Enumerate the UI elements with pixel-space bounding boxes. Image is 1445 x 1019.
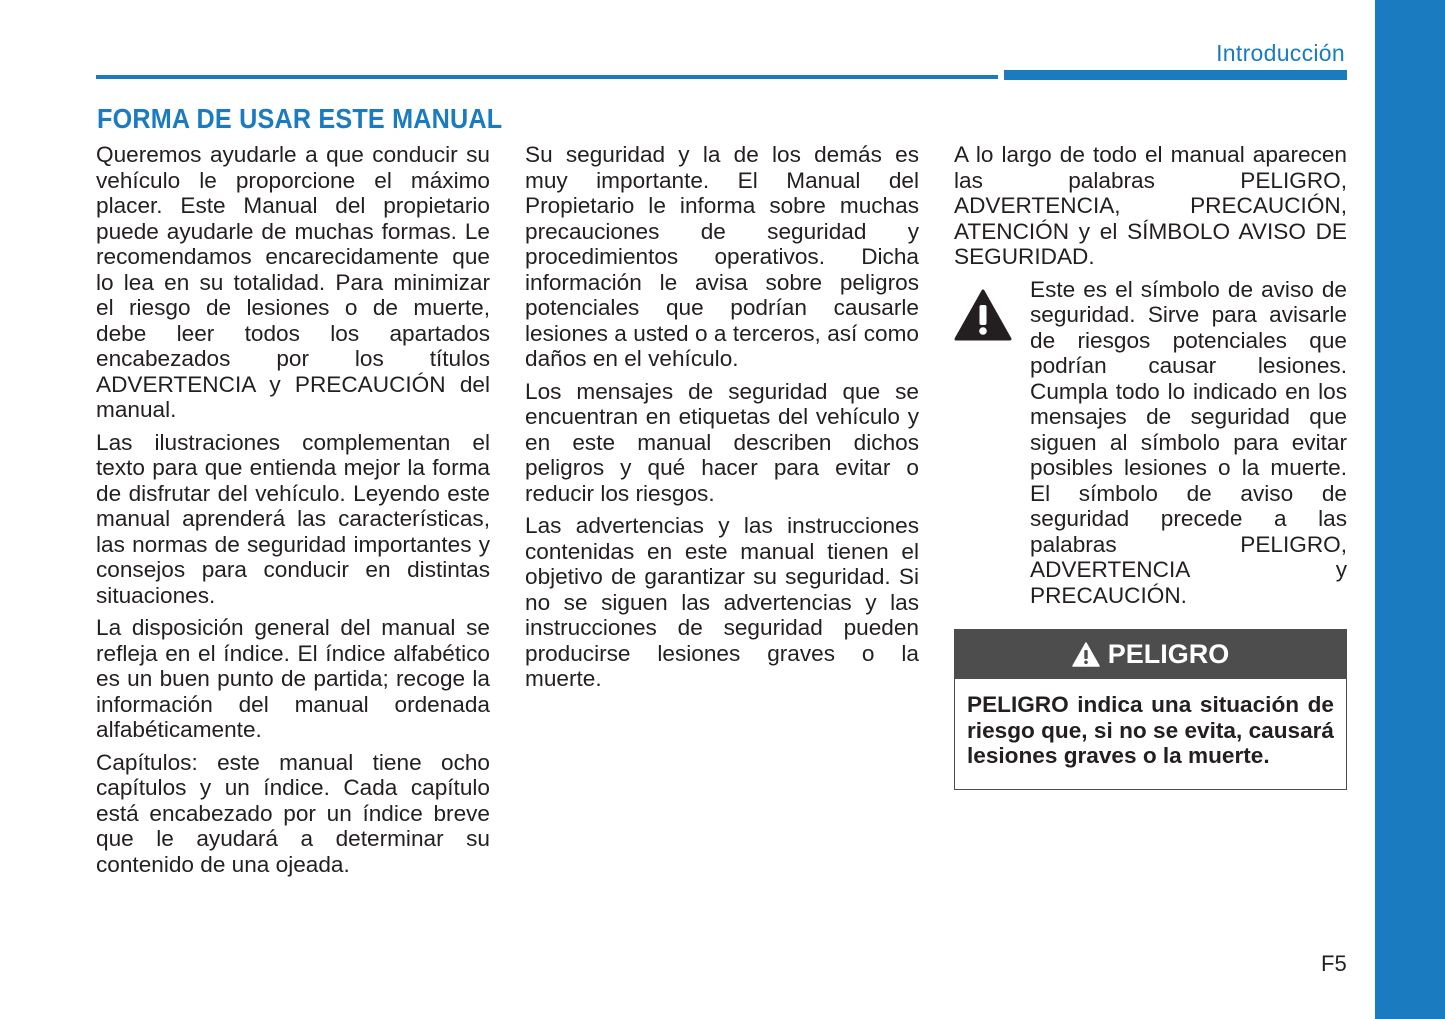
- paragraph-intro: Queremos ayudarle a que conducir su vehículo le proporcione el máximo placer. Este Manual del propietario puede ayudarle de muchas formas. Le recomendamos encarecidamente que lo lea en su totalidad. Para minimizar el riesgo de lesiones o de muerte, debe leer todos los apartados encabezados por los títulos ADVERTENCIA y PRECAUCIÓN del manual.: [96, 142, 490, 422]
- paragraph-illustrations: Las ilustraciones complementan el texto para que entienda mejor la forma de disfrutar del vehículo. Leyendo este manual aprenderá las características, las normas de seguridad importantes y consejos para conducir en distintas situaciones.: [96, 429, 490, 608]
- paragraph-signal-words: A lo largo de todo el manual aparecen las palabras PELIGRO, ADVERTENCIA, PRECAUCIÓN, ATENCIÓN y el SÍMBOLO AVISO DE SEGURIDAD.: [954, 142, 1347, 269]
- paragraph-warnings: Las advertencias y las instrucciones contenidas en este manual tienen el objetivo de garantizar su seguridad. Si no se siguen las advertencias y las instrucciones de seguridad pueden producirse lesiones graves o la muerte.: [525, 513, 919, 691]
- header-rule: [96, 75, 998, 79]
- page-number: F5: [1321, 951, 1347, 976]
- column-right: [954, 142, 1347, 790]
- header-rule-thick: [1004, 70, 1347, 80]
- danger-text: PELIGRO indica una situación de riesgo que, si no se evita, causará lesiones graves o la muerte.: [967, 692, 1334, 768]
- danger-alert-icon: [1072, 642, 1100, 667]
- safety-symbol-block: [954, 277, 1347, 616]
- paragraph-chapters: Capítulos: este manual tiene ocho capítulos y un índice. Cada capítulo está encabezado por un índice breve que le ayudará a determinar su contenido de una ojeada.: [96, 749, 490, 877]
- safety-alert-icon: [954, 277, 1014, 347]
- paragraph-safety: Su seguridad y la de los demás es muy importante. El Manual del Propietario le informa sobre muchas precauciones de seguridad y procedimientos operativos. Dicha información le avisa sobre peligros potenciales que podrían causarle lesiones a usted o a terceros, así como daños en el vehículo.: [525, 142, 919, 371]
- column-left: [96, 142, 490, 884]
- danger-title: PELIGRO: [1107, 638, 1230, 669]
- page-title: FORMA DE USAR ESTE MANUAL: [97, 103, 503, 134]
- danger-header: [955, 630, 1346, 679]
- danger-box: [954, 629, 1347, 790]
- safety-symbol-text: Este es el símbolo de aviso de seguridad. Sirve para avisarle de riesgos potenciales que podrían causar lesiones. Cumpla todo lo indicado en los mensajes de seguridad que siguen al símbolo para evitar posibles lesiones o la muerte. El símbolo de aviso de seguridad precede a las palabras PELIGRO, ADVERTENCIA y PRECAUCIÓN.: [1030, 276, 1347, 608]
- paragraph-safety-messages: Los mensajes de seguridad que se encuentran en etiquetas del vehículo y en este manual describen dichos peligros y qué hacer para evitar o reducir los riesgos.: [525, 378, 919, 506]
- column-middle: [525, 142, 919, 699]
- paragraph-index: La disposición general del manual se refleja en el índice. El índice alfabético es un buen punto de partida; recoge la información del manual ordenada alfabéticamente.: [96, 615, 490, 742]
- section-title: Introducción: [1216, 40, 1345, 66]
- chapter-side-tab: [1375, 0, 1445, 1019]
